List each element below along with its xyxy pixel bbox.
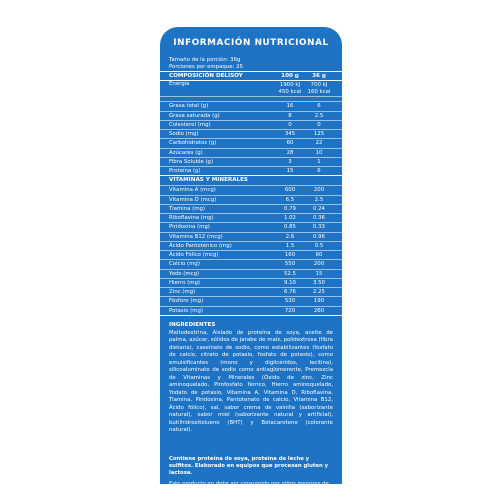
ingredients-text: Maltodextrina, Aislado de proteína de soya, aceite de palma, azúcar, sólidos de jarabe de maíz, polidextrosa (fibra dietaria), caseinato de sodio, como estabilizantes (fosfato de calcio, citrato de potasio, fosfato de potasio), como emulsificantes (mono y diglicéridos, lecitina), silicoaluminato de sodio como antiaglomerente, Premezcla de Vitaminas y Minerales (Óxido de zinc, Zinc aminoquelado, Pirofosfato férrico, Hierro aminoquelado, Yodato de potasio, Vitamina A, Vitamina D, Riboflavina, Tiamina, Piridoxina, Pantotenato de calcio, Vitamina B12, Ácido fólico), sal, sabor crema de vainilla (saborizante natural), sabor miel (saborizante natural y artificial), butilhidroxitolueno (BHT) y Betacaroteno (colorante natural). [169, 329, 333, 434]
row-col1: 28 [286, 149, 294, 156]
row-label: Fósforo (mg) [169, 298, 204, 305]
row-label: Proteína (g) [169, 168, 201, 174]
row-label: Azúcares (g) [169, 149, 203, 156]
row-col1: 0.85 [283, 224, 296, 231]
row-col2: 2.5 [314, 112, 324, 119]
row-col1: 0.79 [283, 205, 296, 212]
energy-row [160, 81, 342, 97]
row-label: Potasio (mg) [169, 307, 203, 314]
row-label: Grasa saturada (g) [169, 112, 220, 119]
age-warning: Este producto no debe ser consumido por niños menores de 1 año. [169, 480, 329, 494]
header-col1: 100 g [281, 73, 299, 79]
energy-col1: 1900 kJ 450 kcal [278, 82, 302, 95]
row-label: Yodo (mcg) [169, 270, 200, 277]
row-col1: 600 [284, 187, 296, 194]
row-col2: 200 [313, 261, 325, 268]
row-label: Zinc (mg) [169, 289, 196, 295]
nutrition-panel [160, 27, 342, 494]
row-label: Vitamina B12 (mcg) [169, 233, 223, 240]
row-label: Hierro (mg) [169, 279, 200, 286]
table-row [160, 139, 342, 148]
row-col1: 9.10 [283, 279, 296, 286]
header-col2: 36 g [312, 73, 326, 79]
row-col2: 22 [315, 140, 323, 147]
row-col1: 550 [284, 261, 296, 268]
table-row [160, 214, 342, 223]
table-row [160, 223, 342, 232]
table-row [160, 307, 342, 316]
row-label: Ácido Pantoténico (mg) [169, 242, 232, 249]
row-col2: 6 [317, 103, 321, 110]
row-col1: 16 [286, 103, 294, 110]
row-col1: 2.6 [285, 233, 295, 240]
row-label: Sodio (mg) [169, 131, 199, 137]
row-col2: 2.25 [312, 289, 325, 295]
row-col2: 200 [313, 187, 325, 194]
vitamin-rows [160, 186, 342, 316]
row-label: Piridoxina (mg) [169, 224, 210, 231]
table-row [160, 260, 342, 269]
row-label: Calcio (mg) [169, 261, 200, 268]
servings-per-container: Porciones por empaque: 25 [169, 64, 243, 70]
table-row [160, 279, 342, 288]
table-row [160, 196, 342, 205]
row-col1: 15 [286, 168, 294, 174]
row-col1: 1.02 [283, 215, 296, 221]
row-col2: 0.36 [312, 215, 325, 221]
row-col2: 125 [313, 131, 325, 137]
table-row [160, 205, 342, 214]
header-label: COMPOSICIÓN DELISOY [169, 73, 243, 79]
panel-title: INFORMACIÓN NUTRICIONAL [173, 38, 329, 48]
row-col1: 0 [288, 121, 292, 128]
row-col2: 1 [317, 158, 321, 165]
row-col2: 0.96 [312, 233, 325, 240]
table-row [160, 149, 342, 158]
nutrient-rows [160, 102, 342, 176]
vitamins-title: VITAMINAS Y MINERALES [160, 176, 342, 186]
row-col1: 530 [284, 298, 296, 305]
row-col1: 6.5 [285, 196, 295, 203]
row-col2: 0 [317, 121, 321, 128]
row-label: Vitamina A (mcg) [169, 187, 216, 194]
table-row [160, 186, 342, 195]
row-col1: 1.5 [285, 242, 295, 249]
row-col2: 0.5 [314, 242, 324, 249]
table-row [160, 167, 342, 176]
table-row [160, 288, 342, 297]
serving-size: Tamaño de la porción: 36g [169, 57, 241, 63]
table-row [160, 158, 342, 167]
table-row [160, 297, 342, 306]
row-col2: 10 [315, 149, 323, 156]
serving-info [160, 54, 342, 71]
row-label: Tiamina (mg) [169, 205, 205, 212]
table-row [160, 130, 342, 139]
row-label: Vitamina D (mcg) [169, 196, 217, 203]
row-col2: 3.50 [312, 279, 325, 286]
row-col1: 52.5 [283, 270, 296, 277]
table-row [160, 270, 342, 279]
row-col2: 15 [315, 270, 323, 277]
table-row [160, 251, 342, 260]
row-label: Ácido Fólico (mcg) [169, 252, 219, 258]
table-row [160, 121, 342, 130]
table-row [160, 242, 342, 251]
row-col2: 60 [315, 252, 323, 258]
table-row [160, 102, 342, 111]
row-col1: 60 [286, 140, 294, 147]
row-col1: 160 [284, 252, 296, 258]
panel-header [160, 27, 342, 49]
energy-col2: 700 kJ 160 kcal [307, 82, 331, 95]
row-label: Fibra Soluble (g) [169, 158, 214, 165]
row-col2: 0.24 [312, 205, 325, 212]
row-col1: 345 [284, 131, 296, 137]
table-row [160, 112, 342, 121]
row-label: Colesterol (mg) [169, 121, 211, 128]
table-row [160, 233, 342, 242]
row-col2: 2.5 [314, 196, 324, 203]
energy-label: Energía [169, 81, 190, 88]
allergen-statement: Contiene proteína de soya, proteína de leche y sulfitos. Elaborado en equipos que procesan gluten y lactosa. [169, 455, 329, 476]
row-col2: 190 [313, 298, 325, 305]
row-col2: 6 [317, 168, 321, 174]
row-col1: 6.76 [283, 289, 296, 295]
row-col1: 8 [288, 112, 292, 119]
row-col2: 260 [313, 307, 325, 314]
row-col2: 0.33 [312, 224, 325, 231]
row-label: Carbohidratos (g) [169, 140, 217, 147]
row-col1: 720 [284, 307, 296, 314]
row-col1: 3 [288, 158, 292, 165]
row-label: Riboflavina (mg) [169, 215, 214, 221]
row-label: Grasa total (g) [169, 103, 209, 110]
table-header-row [160, 71, 342, 81]
ingredients-title: INGREDIENTES [169, 321, 216, 328]
